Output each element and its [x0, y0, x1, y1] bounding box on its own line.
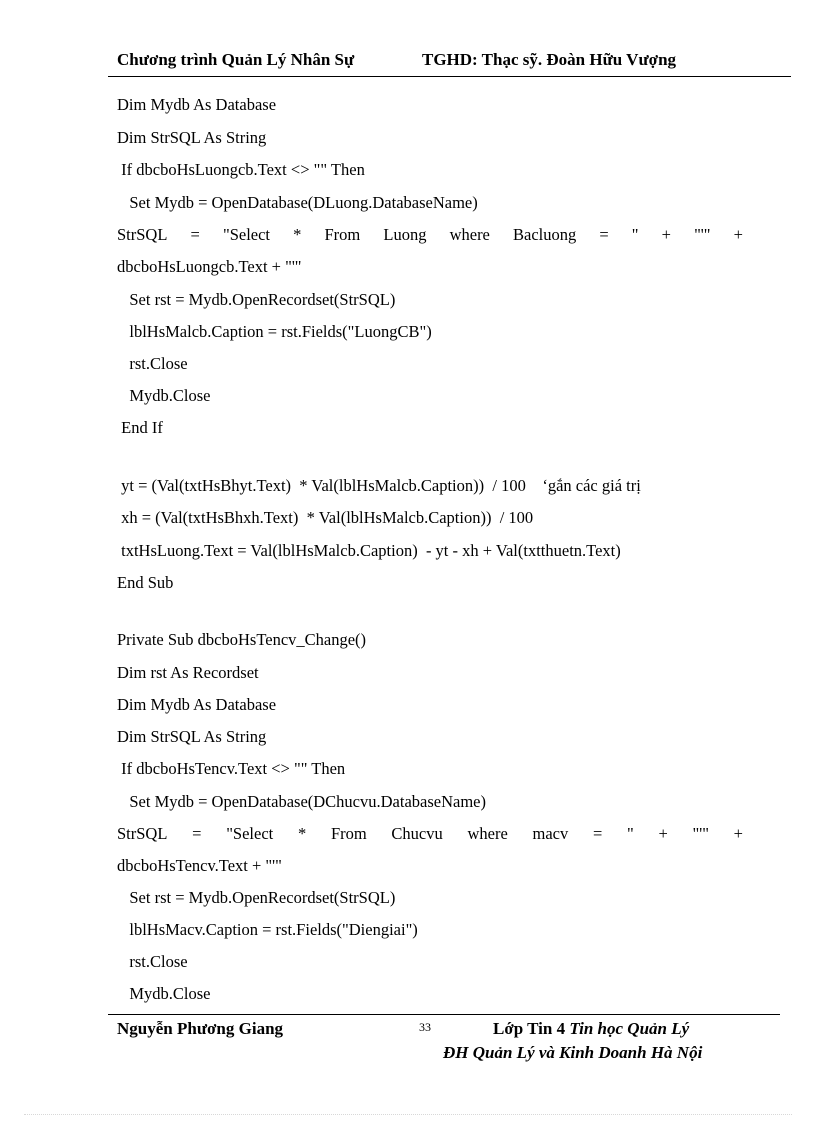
code-token: From: [330, 824, 367, 843]
code-line: txtHsLuong.Text = Val(lblHsMalcb.Caption) - yt - xh + Val(txtthuetn.Text): [117, 541, 621, 560]
code-token: *: [293, 225, 302, 244]
code-token: "'": [694, 225, 711, 244]
code-line: rst.Close: [117, 354, 188, 373]
code-line: Private Sub dbcboHsTencv_Change(): [117, 630, 367, 649]
page-header: [117, 48, 790, 74]
code-line: Dim StrSQL As String: [117, 727, 267, 746]
code-token: "Select: [226, 824, 274, 843]
code-token: StrSQL: [117, 824, 168, 843]
code-line: lblHsMalcb.Caption = rst.Fields("LuongCB"): [117, 322, 432, 341]
code-token: =: [192, 824, 202, 843]
code-line-justified: [117, 224, 743, 246]
code-line: Set rst = Mydb.OpenRecordset(StrSQL): [117, 290, 396, 309]
code-token: *: [297, 824, 307, 843]
header-divider: [108, 76, 791, 77]
header-program-title: Chương trình Quản Lý Nhân Sự: [117, 50, 355, 69]
page-bottom-dotted-line: [24, 1114, 792, 1115]
footer-class-plain: Lớp Tin 4: [493, 1019, 570, 1038]
footer-class-italic: Tin học Quản Lý: [569, 1019, 690, 1038]
code-line: xh = (Val(txtHsBhxh.Text) * Val(lblHsMalcb.Caption)) / 100: [117, 508, 534, 527]
code-token: "Select: [222, 225, 271, 244]
code-line: Dim Mydb As Database: [117, 95, 277, 114]
code-line-justified: [117, 823, 743, 845]
code-line: Mydb.Close: [117, 386, 211, 405]
code-token: Luong: [383, 225, 427, 244]
footer-author: Nguyễn Phương Giang: [117, 1019, 284, 1038]
footer-class: [493, 1019, 689, 1039]
code-line: lblHsMacv.Caption = rst.Fields("Diengiai"): [117, 920, 418, 939]
code-token: =: [190, 225, 200, 244]
code-token: where: [449, 225, 490, 244]
code-line: rst.Close: [117, 952, 188, 971]
code-line: End If: [117, 418, 163, 437]
code-token: +: [661, 225, 671, 244]
code-line: Dim StrSQL As String: [117, 128, 267, 147]
code-line: If dbcboHsLuongcb.Text <> "" Then: [117, 160, 365, 179]
code-token: +: [733, 824, 743, 843]
code-line: dbcboHsTencv.Text + "'": [117, 856, 282, 875]
footer-school: ĐH Quản Lý và Kinh Doanh Hà Nội: [443, 1043, 703, 1062]
code-line: If dbcboHsTencv.Text <> "" Then: [117, 759, 346, 778]
code-token: ": [631, 225, 639, 244]
code-token: macv: [532, 824, 569, 843]
code-token: Bacluong: [513, 225, 577, 244]
code-token: "'": [692, 824, 709, 843]
code-token: StrSQL: [117, 225, 168, 244]
code-line: dbcboHsLuongcb.Text + "'": [117, 257, 302, 276]
code-line: Dim rst As Recordset: [117, 663, 259, 682]
footer-divider: [108, 1014, 780, 1015]
page-number: 33: [419, 1020, 431, 1034]
code-line: Set Mydb = OpenDatabase(DChucvu.DatabaseName): [117, 792, 486, 811]
code-line: yt = (Val(txtHsBhyt.Text) * Val(lblHsMalcb.Caption)) / 100 ‘gắn các giá trị: [117, 476, 641, 495]
code-token: Chucvu: [391, 824, 443, 843]
code-token: From: [324, 225, 361, 244]
code-line: End Sub: [117, 573, 174, 592]
code-line: Set rst = Mydb.OpenRecordset(StrSQL): [117, 888, 396, 907]
code-line: Set Mydb = OpenDatabase(DLuong.DatabaseName): [117, 193, 478, 212]
code-token: =: [599, 225, 609, 244]
code-token: =: [592, 824, 603, 843]
code-line: Mydb.Close: [117, 984, 211, 1003]
code-token: +: [733, 225, 743, 244]
code-token: where: [467, 824, 508, 843]
header-supervisor: TGHD: Thạc sỹ. Đoàn Hữu Vượng: [422, 50, 677, 69]
code-line: Dim Mydb As Database: [117, 695, 277, 714]
code-token: +: [658, 824, 668, 843]
code-token: ": [627, 824, 634, 843]
